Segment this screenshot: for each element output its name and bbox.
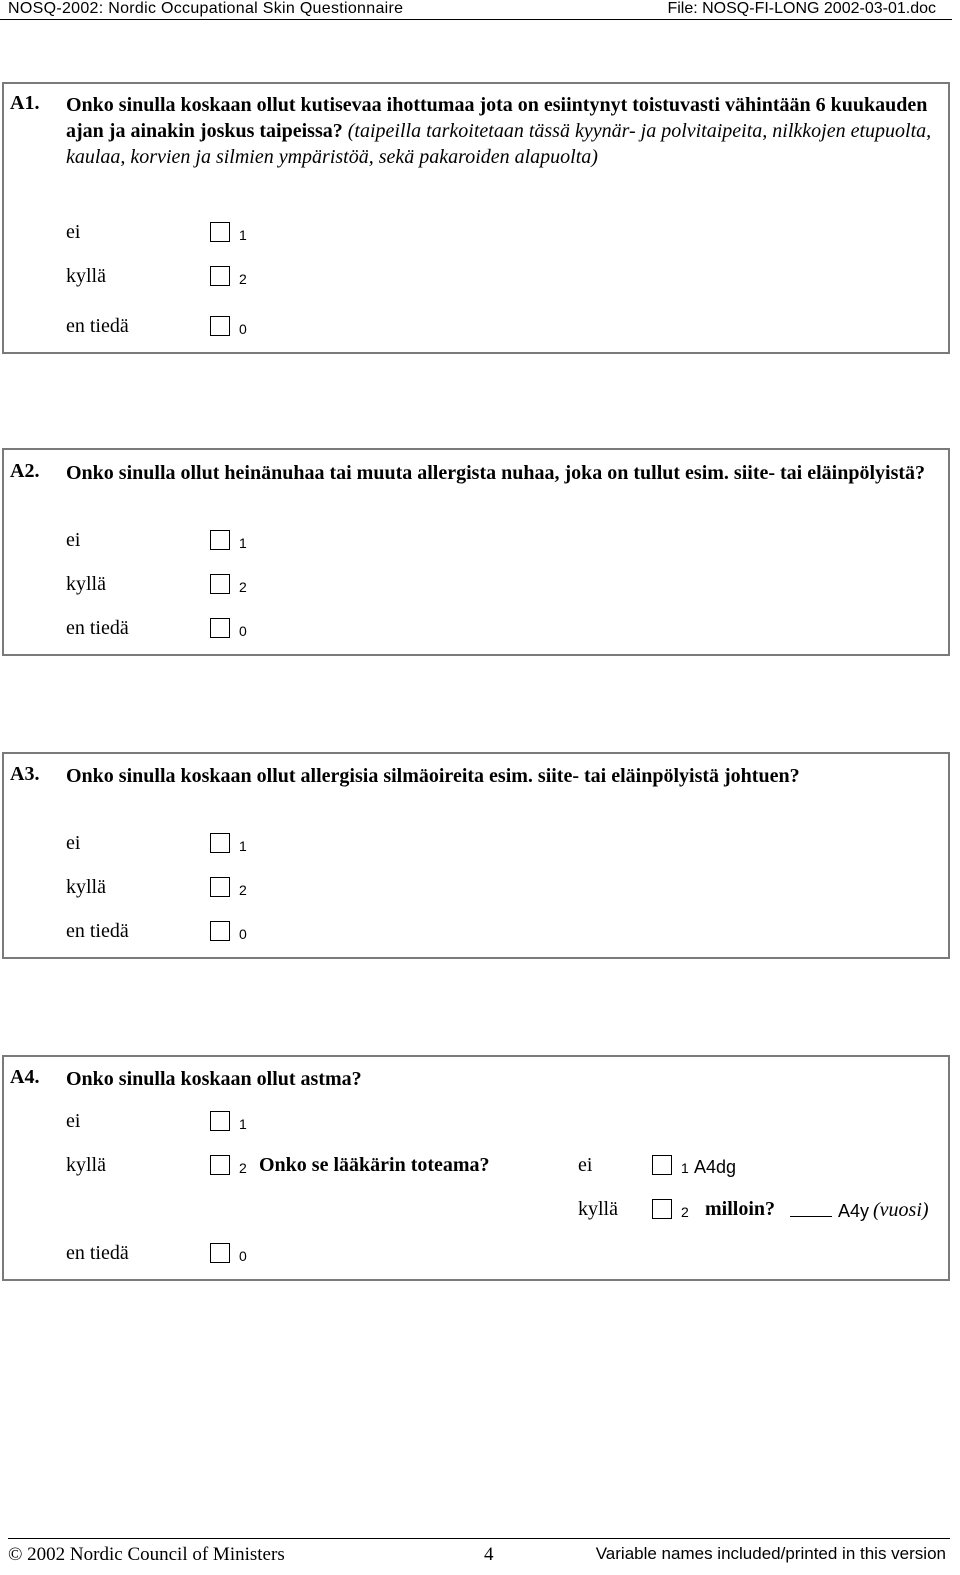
question-a4-box [2, 1055, 950, 1281]
option-label: ei [66, 529, 81, 551]
when-question: milloin? [705, 1198, 776, 1220]
option-row [4, 1242, 304, 1268]
option-label: kyllä [66, 265, 106, 287]
followup-yes-row [4, 1198, 944, 1224]
year-hint: (vuosi) [873, 1199, 929, 1221]
question-number: A1. [10, 92, 40, 114]
question-number: A4. [10, 1066, 40, 1088]
option-row [4, 315, 304, 341]
option-checkbox[interactable] [210, 1155, 230, 1175]
option-checkbox[interactable] [210, 1243, 230, 1263]
option-row [4, 221, 304, 247]
option-row [4, 573, 304, 599]
question-a2-box [2, 448, 950, 656]
footer-note: Variable names included/printed in this version [595, 1544, 946, 1563]
question-main-text: Onko sinulla koskaan ollut astma? [66, 1068, 362, 1090]
page-number: 4 [484, 1544, 494, 1565]
question-a1-box [2, 82, 950, 354]
option-label: ei [66, 1110, 81, 1132]
option-label: en tiedä [66, 315, 129, 337]
question-main-text: Onko sinulla koskaan ollut allergisia silmäoireita esim. siite- tai eläinpölyistä johtuen? [66, 765, 800, 787]
option-row [4, 832, 304, 858]
footer-divider [8, 1538, 950, 1539]
option-label: kyllä [66, 876, 106, 898]
option-code: 1 [239, 227, 247, 243]
option-row [4, 1154, 944, 1180]
footer-copyright: © 2002 Nordic Council of Ministers [8, 1544, 285, 1565]
option-checkbox[interactable] [210, 266, 230, 286]
option-label: en tiedä [66, 920, 129, 942]
question-main-text: Onko sinulla koskaan ollut kutisevaa ihottumaa jota on esiintynyt toistuvasti vähintään 6 kuukauden ajan ja ainakin joskus taipeissa? [66, 94, 928, 142]
option-row [4, 1110, 304, 1136]
question-number: A3. [10, 763, 40, 785]
option-code: 2 [239, 579, 247, 595]
page-header [0, 0, 960, 22]
header-title: NOSQ-2002: Nordic Occupational Skin Questionnaire [8, 0, 404, 17]
followup-yes-label: kyllä [578, 1198, 618, 1220]
option-row [4, 876, 304, 902]
page-footer [0, 1536, 960, 1566]
option-row [4, 617, 304, 643]
followup-no-checkbox[interactable] [652, 1155, 672, 1175]
option-code: 0 [239, 926, 247, 942]
option-code: 1 [239, 1116, 247, 1132]
question-number: A2. [10, 460, 40, 482]
option-label: en tiedä [66, 617, 129, 639]
option-checkbox[interactable] [210, 1111, 230, 1131]
option-checkbox[interactable] [210, 530, 230, 550]
header-filename: File: NOSQ-FI-LONG 2002-03-01.doc [667, 0, 936, 17]
year-variable: A4y [838, 1201, 870, 1221]
question-text [66, 1066, 934, 1092]
option-label: en tiedä [66, 1242, 129, 1264]
question-text [66, 460, 934, 486]
option-code: 0 [239, 623, 247, 639]
option-row [4, 265, 304, 291]
option-code: 2 [239, 882, 247, 898]
followup-no-code: 1 [681, 1160, 689, 1176]
option-row [4, 920, 304, 946]
option-checkbox[interactable] [210, 618, 230, 638]
option-code: 1 [239, 535, 247, 551]
option-checkbox[interactable] [210, 574, 230, 594]
option-label: kyllä [66, 573, 106, 595]
header-divider [0, 19, 952, 20]
followup-yes-code: 2 [681, 1204, 689, 1220]
question-a3-box [2, 752, 950, 959]
option-checkbox[interactable] [210, 222, 230, 242]
option-code: 2 [239, 271, 247, 287]
year-input-line[interactable] [790, 1198, 832, 1217]
question-main-text: Onko sinulla ollut heinänuhaa tai muuta allergista nuhaa, joka on tullut esim. siite- tai eläinpölyistä? [66, 462, 926, 484]
followup-no-variable: A4dg [694, 1157, 737, 1177]
option-code: 0 [239, 1248, 247, 1264]
option-checkbox[interactable] [210, 833, 230, 853]
option-code: 1 [239, 838, 247, 854]
option-checkbox[interactable] [210, 316, 230, 336]
question-text [66, 763, 934, 789]
option-row [4, 529, 304, 555]
question-clarification: (taipeilla tarkoitetaan tässä kyynär- ja polvitaipeita, nilkkojen etupuolta, kaulaa, korvien ja silmien ympäristöä, sekä pakaroiden alapuolta) [66, 120, 932, 168]
option-label: ei [66, 221, 81, 243]
option-code: 0 [239, 321, 247, 337]
option-code: 2 [239, 1160, 247, 1176]
followup-question: Onko se lääkärin toteama? [259, 1154, 490, 1176]
option-label: ei [66, 832, 81, 854]
followup-no-label: ei [578, 1154, 593, 1176]
option-checkbox[interactable] [210, 921, 230, 941]
followup-yes-checkbox[interactable] [652, 1199, 672, 1219]
option-label: kyllä [66, 1154, 106, 1176]
option-checkbox[interactable] [210, 877, 230, 897]
question-text [66, 92, 934, 170]
